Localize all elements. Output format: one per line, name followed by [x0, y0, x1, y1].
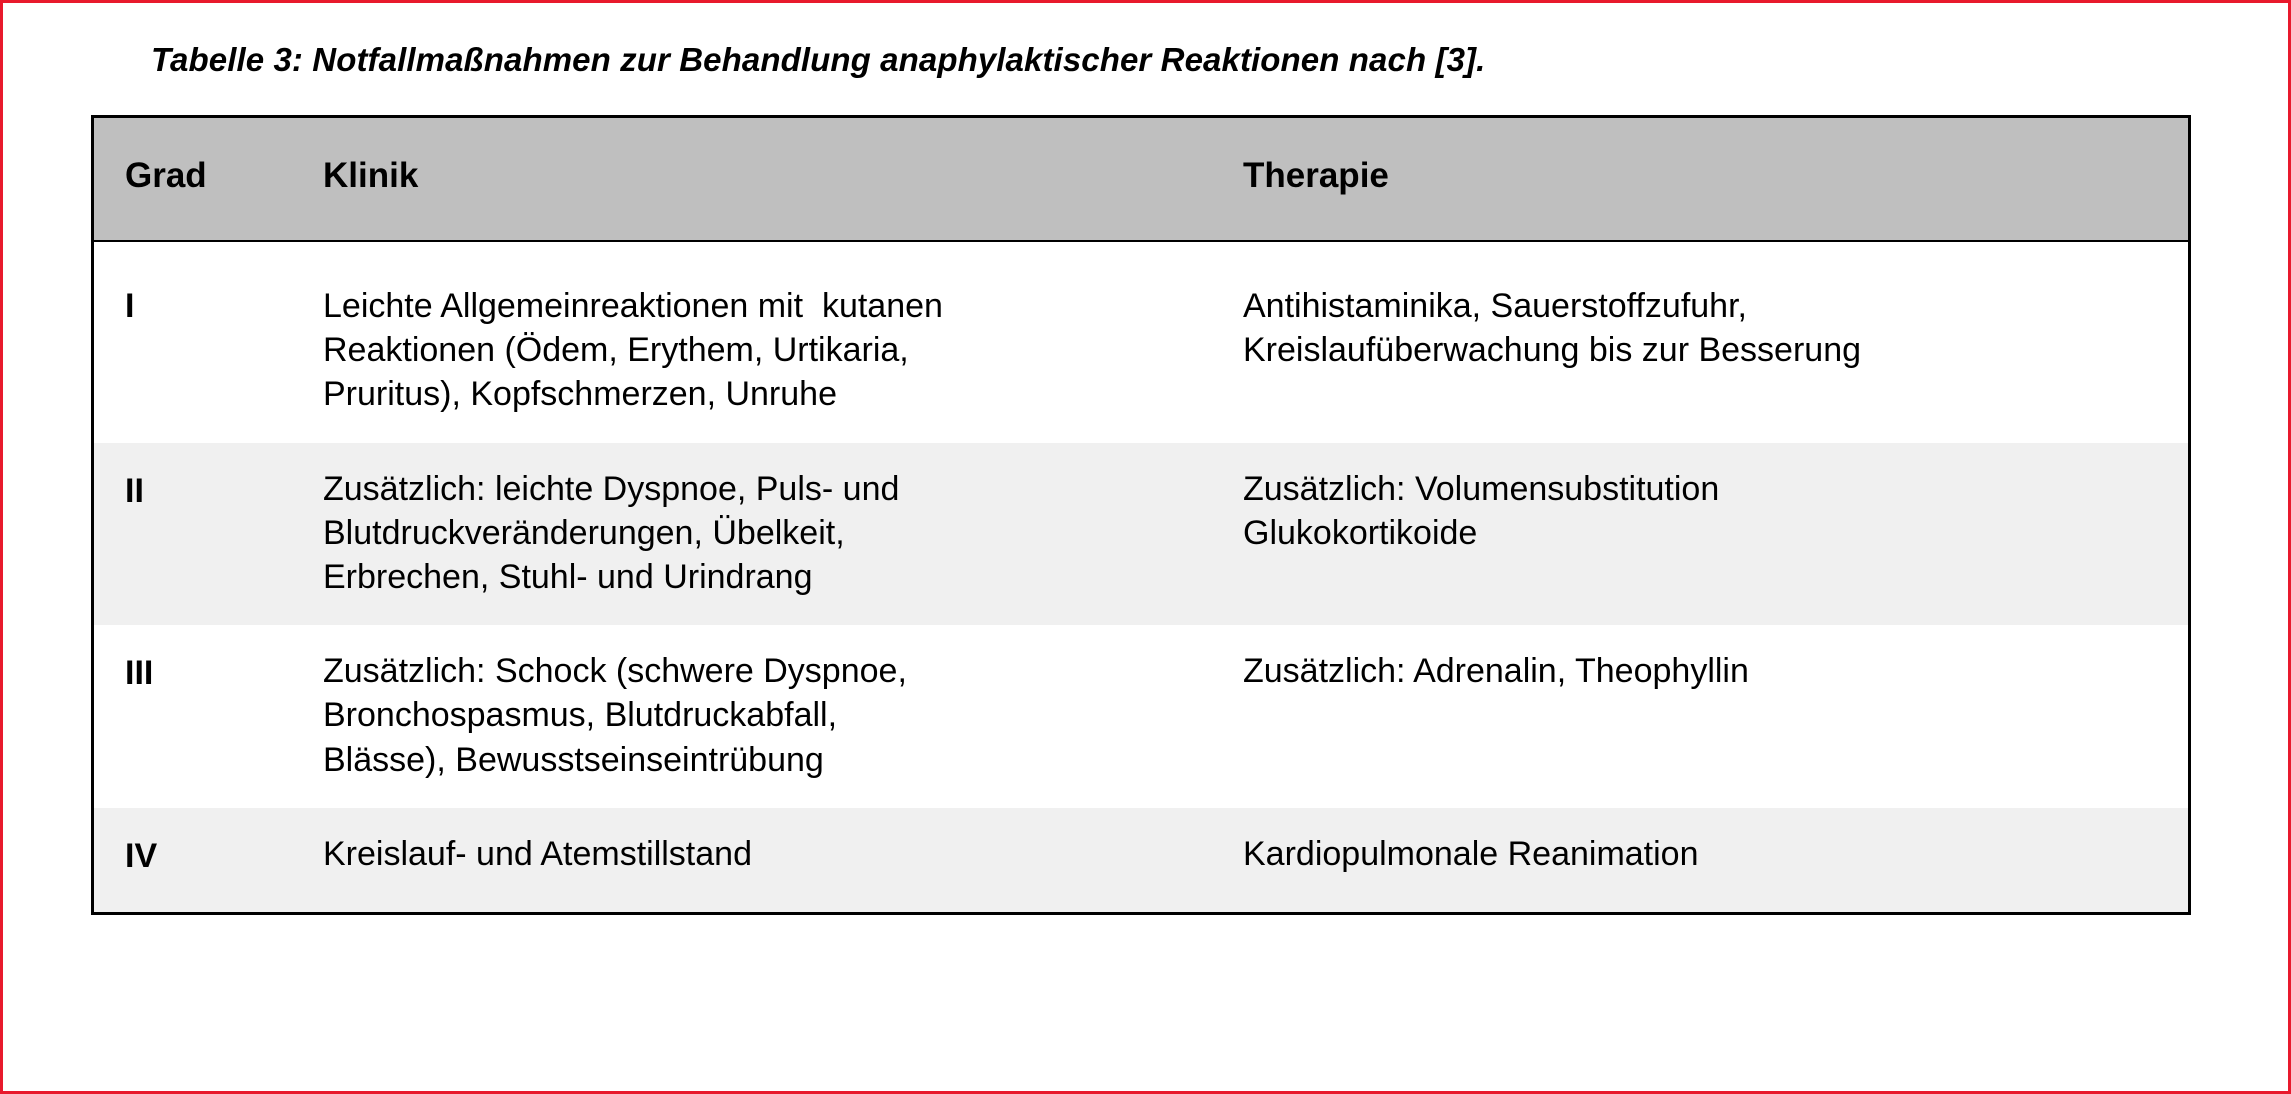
- cell-line: Glukokortikoide: [1243, 513, 1478, 552]
- cell-klinik: [323, 808, 1243, 912]
- cell-line: Blässe), Bewusstseinseintrübung: [323, 740, 824, 779]
- cell-line: Leichte Allgemeinreaktionen mit kutanen: [323, 287, 943, 325]
- table-caption: Tabelle 3: Notfallmaßnahmen zur Behandlung anaphylaktischer Reaktionen nach [3].: [151, 41, 1486, 78]
- cell-line: Erbrechen, Stuhl- und Urindrang: [323, 557, 813, 596]
- cell-therapie: [1243, 443, 2188, 626]
- column-header-therapie: Therapie: [1243, 118, 2188, 241]
- cell-line: Pruritus), Kopfschmerzen, Unruhe: [323, 375, 837, 414]
- cell-line: Reaktionen (Ödem, Erythem, Urtikaria,: [323, 331, 909, 370]
- cell-line: Kreislauf- und Atemstillstand: [323, 834, 752, 873]
- cell-klinik: [323, 625, 1243, 808]
- table-row: [94, 241, 2188, 443]
- table-header-row: [94, 118, 2188, 241]
- table-row: [94, 808, 2188, 912]
- table-row: [94, 443, 2188, 626]
- cell-line: Bronchospasmus, Blutdruckabfall,: [323, 696, 838, 735]
- table-row: [94, 625, 2188, 808]
- cell-therapie: [1243, 241, 2188, 443]
- cell-line: Zusätzlich: Schock (schwere Dyspnoe,: [323, 652, 907, 691]
- table-header: [94, 118, 2188, 241]
- cell-line: Kreislaufüberwachung bis zur Besserung: [1243, 331, 1862, 370]
- cell-line: Blutdruckveränderungen, Übelkeit,: [323, 513, 845, 552]
- table-body: [94, 241, 2188, 912]
- column-header-grad: Grad: [94, 118, 323, 241]
- cell-line: Zusätzlich: Volumensubstitution: [1243, 469, 1720, 508]
- table-container: [91, 115, 2191, 915]
- cell-line: Antihistaminika, Sauerstoffzufuhr,: [1243, 287, 1747, 325]
- cell-grad: I: [94, 241, 323, 443]
- cell-grad: III: [94, 625, 323, 808]
- cell-klinik: [323, 241, 1243, 443]
- cell-therapie: [1243, 808, 2188, 912]
- cell-line: Zusätzlich: Adrenalin, Theophyllin: [1243, 652, 1749, 691]
- cell-therapie: [1243, 625, 2188, 808]
- cell-line: Zusätzlich: leichte Dyspnoe, Puls- und: [323, 469, 900, 508]
- cell-grad: IV: [94, 808, 323, 912]
- cell-klinik: [323, 443, 1243, 626]
- column-header-klinik: Klinik: [323, 118, 1243, 241]
- cell-line: Kardiopulmonale Reanimation: [1243, 834, 1699, 873]
- emergency-measures-table: [94, 118, 2188, 912]
- cell-grad: II: [94, 443, 323, 626]
